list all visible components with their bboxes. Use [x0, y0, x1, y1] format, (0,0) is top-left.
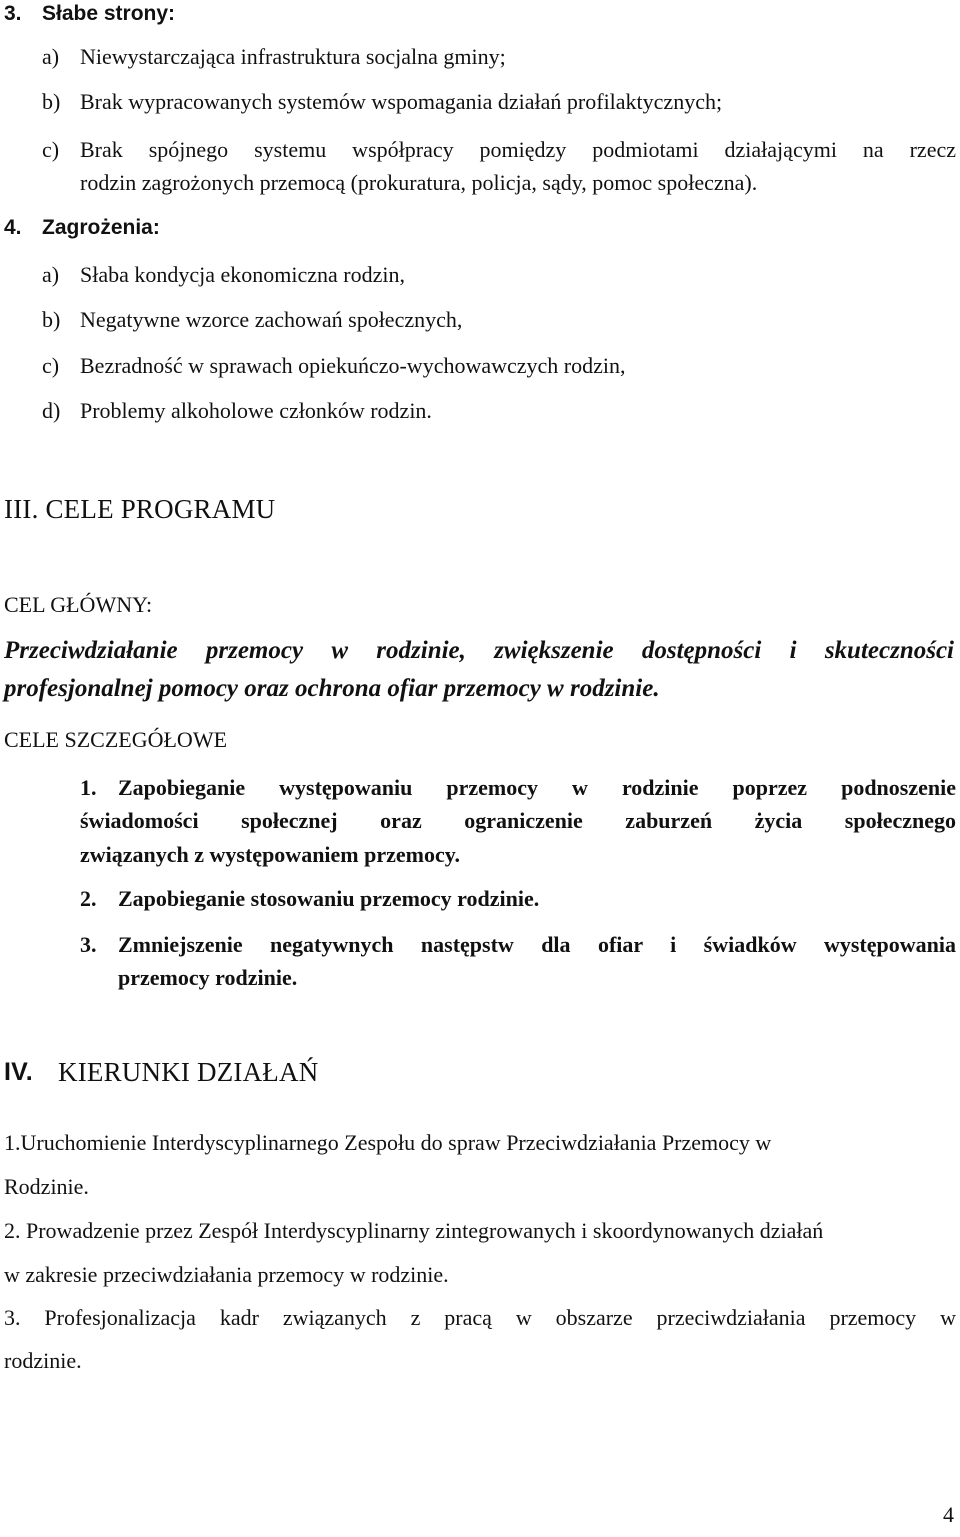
section4-item-a-text: Słaba kondycja ekonomiczna rodzin, [80, 262, 406, 287]
cele-main-label: CEL GŁÓWNY: [4, 592, 153, 617]
section4-number: 4. [4, 216, 22, 239]
kierunki-heading: KIERUNKI DZIAŁAŃ [58, 1057, 319, 1087]
section3-item-a-text: Niewystarczająca infrastruktura socjalna gminy; [80, 44, 506, 69]
section3-item-b-marker: b) [42, 89, 61, 114]
cele-detail-1-number: 1. [80, 775, 97, 800]
kierunki-item-3-line2: rodzinie. [4, 1348, 82, 1373]
kierunki-item-2-line2: w zakresie przeciwdziałania przemocy w rodzinie. [4, 1262, 449, 1287]
cele-heading: III. CELE PROGRAMU [4, 494, 276, 524]
section4-item-d-text: Problemy alkoholowe członków rodzin. [80, 398, 432, 423]
section4-item-c-text: Bezradność w sprawach opiekuńczo-wychowawczych rodzin, [80, 353, 626, 378]
cele-detail-2-line1: Zapobieganie stosowaniu przemocy rodzinie. [118, 886, 540, 911]
cele-detail-1-line3: związanych z występowaniem przemocy. [80, 842, 461, 867]
section4-item-b-marker: b) [42, 307, 61, 332]
cele-detail-2-number: 2. [80, 886, 97, 911]
section4-item-c-marker: c) [42, 353, 60, 378]
cele-detail-3-line2: przemocy rodzinie. [118, 965, 298, 990]
kierunki-item-3-line1: 3. Profesjonalizacja kadr związanych z pracą w obszarze przeciwdziałania przemocy w [4, 1305, 956, 1330]
section3-item-c-line2: rodzin zagrożonych przemocą (prokuratura, policja, sądy, pomoc społeczna). [80, 170, 758, 195]
section4-title: Zagrożenia: [42, 216, 160, 239]
cele-detail-3-line1: Zmniejszenie negatywnych następstw dla ofiar i świadków występowania [118, 932, 956, 957]
section3-number: 3. [4, 2, 22, 25]
kierunki-item-2-line1: 2. Prowadzenie przez Zespół Interdyscyplinarny zintegrowanych i skoordynowanych działań [4, 1218, 824, 1243]
section3-item-a-marker: a) [42, 44, 60, 69]
section4-item-d-marker: d) [42, 398, 61, 423]
cele-detail-1-line2: świadomości społecznej oraz ograniczenie zaburzeń życia społecznego [80, 808, 956, 833]
section3-item-b-text: Brak wypracowanych systemów wspomagania działań profilaktycznych; [80, 89, 723, 114]
cele-detail-3-number: 3. [80, 932, 97, 957]
page-number: 4 [943, 1502, 954, 1527]
cele-detail-1-line1: Zapobieganie występowaniu przemocy w rodzinie poprzez podnoszenie [118, 775, 956, 800]
kierunki-item-1-line1: 1.Uruchomienie Interdyscyplinarnego Zespołu do spraw Przeciwdziałania Przemocy w [4, 1130, 772, 1155]
kierunki-item-1-line2: Rodzinie. [4, 1174, 89, 1199]
kierunki-roman: IV. [4, 1058, 33, 1086]
cele-detail-label: CELE SZCZEGÓŁOWE [4, 727, 228, 752]
section4-item-a-marker: a) [42, 262, 60, 287]
section3-item-c-marker: c) [42, 137, 60, 162]
section3-title: Słabe strony: [42, 2, 176, 25]
cele-main-line2: profesjonalnej pomocy oraz ochrona ofiar przemocy w rodzinie. [4, 675, 660, 702]
section4-item-b-text: Negatywne wzorce zachowań społecznych, [80, 307, 463, 332]
cele-main-line1: Przeciwdziałanie przemocy w rodzinie, zwiększenie dostępności i skuteczności [4, 637, 954, 664]
section3-item-c-line1: Brak spójnego systemu współpracy pomiędzy podmiotami działającymi na rzecz [80, 137, 956, 162]
